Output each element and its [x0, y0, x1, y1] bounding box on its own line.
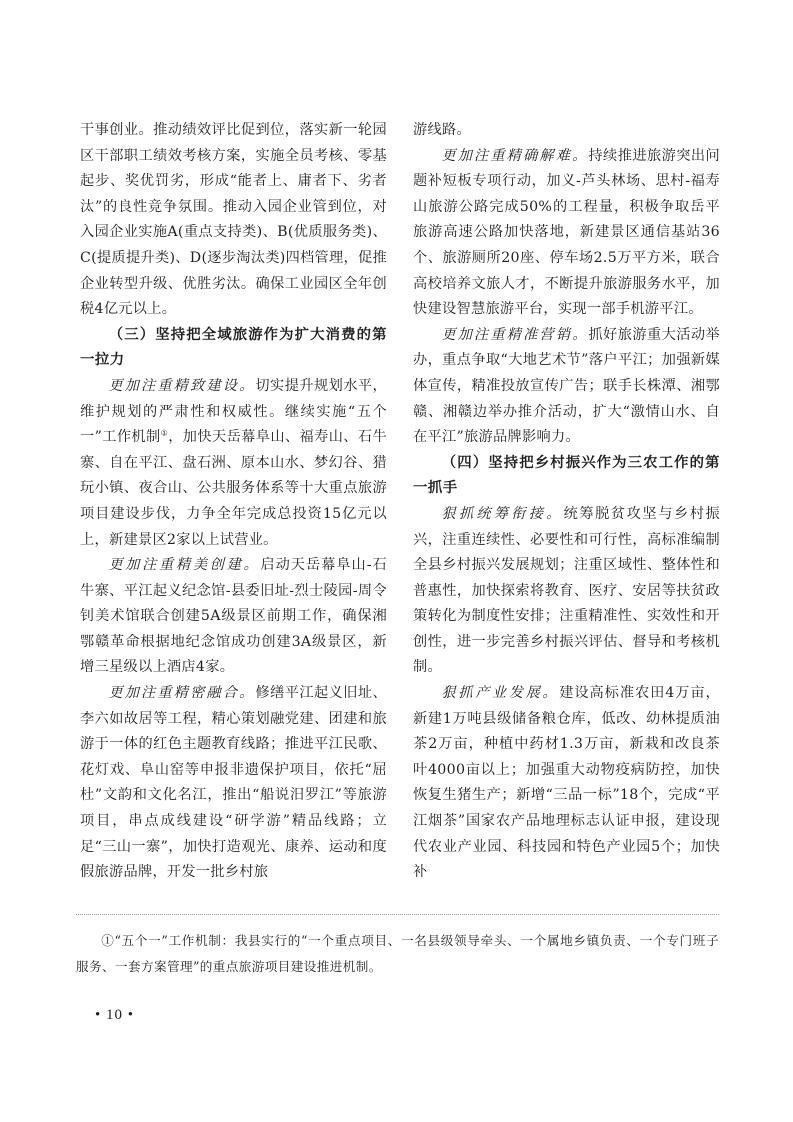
paragraph-lead: 更加注重精美创建。 [108, 557, 261, 574]
right-column [413, 118, 720, 886]
paragraph-text: 切实提升规划水平，维护规划的严肃性和权威性。继续实施“五个一”工作机制 [80, 377, 387, 446]
footnote-ref[interactable]: ① [160, 428, 169, 438]
paragraph-text: 建设高标准农田4万亩，新建1万吨县级储备粮仓库，低改、幼林提质油茶2万亩，种植中药材1.3万亩，新栽和改良茶叶4000亩以上；加强重大动物疫病防控，加快恢复生猪生产；新增“三品一标”18个，完成“平江烟茶”国家农产品地理标志认证申报，建设现代农业产业园、科技园和特色产业园5个；加快补 [413, 685, 720, 881]
paragraph [80, 374, 387, 553]
paragraph-lead: 狠抓产业发展。 [441, 685, 560, 702]
paragraph: 干事创业。推动绩效评比促到位，落实新一轮园区干部职工绩效考核方案，实施全员考核、零基起步、奖优罚劣，形成“能者上、庸者下、劣者汰”的良性竞争氛围。推动入园企业管到位，对入园企业实施A(重点支持类)、B(优质服务类)、C(提质提升类)、D(逐步淘汰类)四档管理，促推企业转型升级、优胜劣汰。确保工业园区全年创税4亿元以上。 [80, 122, 387, 318]
paragraph-lead: 更加注重精准营销。 [441, 326, 589, 343]
paragraph-text: ，加快天岳幕阜山、福寿山、石牛寨、自在平江、盘石洲、原本山水、梦幻谷、猎玩小镇、夜合山、公共服务体系等十大重点旅游项目建设步伐，力争全年完成总投资15亿元以上，新建景区2家以上试营业。 [80, 429, 387, 548]
paragraph [80, 553, 387, 681]
paragraph [413, 681, 720, 886]
paragraph [413, 502, 720, 681]
paragraph-text: 启动天岳幕阜山-石牛寨、平江起义纪念馆-县委旧址-烈士陵园-周令钊美术馆联合创建5A级景区前期工作，确保湘鄂赣革命根据地纪念馆成功创建3A级景区，新增三星级以上酒店4家。 [80, 557, 387, 676]
section-heading-4: （四）坚持把乡村振兴作为三农工作的第一抓手 [413, 454, 720, 497]
paragraph-lead: 狠抓统筹衔接。 [441, 505, 564, 522]
paragraph [413, 323, 720, 451]
paragraph-lead: 更加注重精密融合。 [108, 685, 256, 702]
paragraph [80, 681, 387, 886]
paragraph-text: 统筹脱贫攻坚与乡村振兴，注重连续性、必要性和可行性，高标准编制全县乡村振兴发展规划；注重区域性、整体性和普惠性，加快探索将教育、医疗、安居等扶贫政策转化为制度性安排；注重精准性、实效性和开创性，进一步完善乡村振兴评估、督导和考核机制。 [413, 505, 720, 676]
footnote: ①“五个一”工作机制：我县实行的“一个重点项目、一名县级领导牵头、一个属地乡镇负责、一个专门班子服务、一套方案管理”的重点旅游项目建设推进机制。 [76, 933, 719, 974]
paragraph-text: 持续推进旅游突出问题补短板专项行动，加义-芦头林场、思村-福寿山旅游公路完成50%的工程量，积极争取岳平旅游高速公路加快落地，新建景区通信基站36个、旅游厕所20座、停车场2.5万平方米，联合高校培养文旅人才，不断提升旅游服务水平，加快建设智慧旅游平台，实现一部手机游平江。 [413, 147, 720, 318]
left-column [80, 118, 387, 886]
paragraph-lead: 更加注重精确解难。 [441, 147, 589, 164]
paragraph-text: 抓好旅游重大活动举办，重点争取“大地艺术节”落户平江；加强新媒体宣传，精准投放宣传广告；联手长株潭、湘鄂赣、湘赣边举办推介活动，扩大“激情山水、自在平江”旅游品牌影响力。 [413, 326, 720, 446]
footnote-separator [76, 914, 719, 915]
page-number: • 10 • [95, 1007, 135, 1023]
section-heading-3: （三）坚持把全域旅游作为扩大消费的第一拉力 [80, 326, 387, 369]
paragraph-lead: 更加注重精致建设。 [108, 377, 256, 394]
paragraph [413, 144, 720, 323]
paragraph-text: 修缮平江起义旧址、李六如故居等工程，精心策划融党建、团建和旅游于一体的红色主题教育线路；推进平江民歌、花灯戏、阜山窑等申报非遗保护项目，依托“屈杜”文韵和文化名江，推出“船说汨罗江”等旅游项目，串点成线建设“研学游”精品线路；立足“三山一寨”，加快打造观光、康养、运动和度假旅游品牌，开发一批乡村旅 [80, 685, 387, 881]
paragraph: 游线路。 [413, 122, 471, 138]
